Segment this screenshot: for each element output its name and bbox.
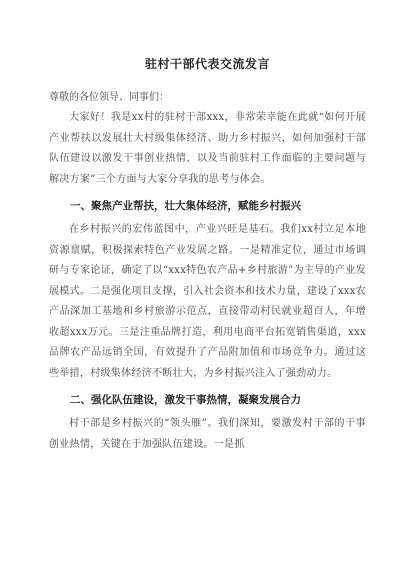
salutation: 尊敬的各位领导、同事们： (49, 92, 169, 103)
document-title: 驻村干部代表交流发言 (144, 57, 270, 71)
section-2-heading: 二、强化队伍建设，激发干事热情，凝聚发展合力 (70, 394, 301, 406)
section-1-heading: 一、聚焦产业帮扶，壮大集体经济，赋能乡村振兴 (70, 200, 301, 212)
section-1-paragraph: 在乡村振兴的宏伟蓝图中，产业兴旺是基石。我们xx村立足本地资源禀赋，积极探索特色产业发展之路。一是精准定位，通过市场调研与专家论证，确定了以“xxx特色农产品+乡村旅游”为主导的产业发展模式。二是强化项目支撑，引入社会资本和技术力量，建设了xxx农产品深加工基地和乡村旅游示范点，直接带动村民就业超百人，年增收超xxx万元。三是注重品牌打造，利用电商平台拓宽销售渠道，xxx品牌农产品远销全国，有效提升了产品附加值和市场竞争力。通过这些举措，村级集体经济不断壮大，为乡村振兴注入了强劲动力。 (49, 224, 366, 379)
section-2-paragraph: 村干部是乡村振兴的“领头雁”。我们深知，要激发村干部的干事创业热情，关键在于加强队伍建设。一是抓 (49, 418, 366, 450)
intro-paragraph: 大家好！我是xx村的驻村干部xxx，非常荣幸能在此就“如何开展产业帮扶以发展壮大村级集体经济、助力乡村振兴，如何加强村干部队伍建设以激发干事创业热情，以及当前驻村工作面临的主要问题与解决方案”三个方面与大家分享我的思考与体会。 (49, 112, 366, 185)
